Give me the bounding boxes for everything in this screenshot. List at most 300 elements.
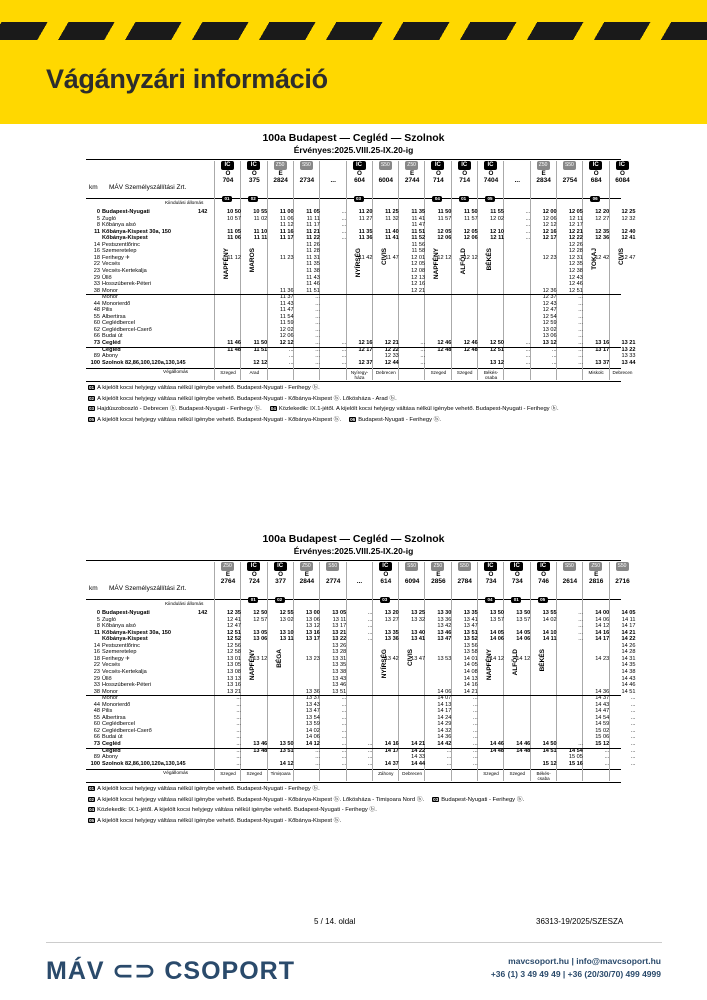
departure-time: ... [525, 346, 531, 353]
departure-time: ... [578, 340, 583, 346]
train-class: O [514, 571, 520, 578]
footer-divider [46, 942, 662, 943]
departure-time: 14 17 [621, 623, 636, 630]
departure-time: 13 50 [279, 741, 294, 747]
departure-time: ... [630, 754, 636, 761]
departure-time: 13 31 [332, 655, 347, 662]
station-name: Ceglédbercel [102, 721, 135, 728]
departure-time: ... [367, 754, 373, 761]
departure-time: 12 27 [595, 215, 610, 222]
departure-time: ... [420, 340, 426, 346]
departure-time: 13 12 [305, 623, 320, 630]
departure-time: ... [341, 701, 347, 708]
departure-time: 12 16 [411, 281, 426, 288]
departure-time: 13 37 [595, 359, 610, 366]
departure-time: ... [236, 721, 241, 728]
departure-time: 12 16 [542, 228, 557, 235]
departure-time: 13 46 [437, 629, 452, 636]
station-name: Zugló [102, 215, 116, 222]
train-class: O [278, 571, 284, 578]
train-number: 2754 [562, 177, 578, 184]
departure-time: ... [446, 754, 452, 761]
departure-time: 11 10 [253, 228, 268, 235]
departure-time: 12 36 [542, 287, 557, 294]
departure-time: 13 43 [305, 701, 320, 708]
z-train-symbol: Z50 [537, 161, 550, 170]
departure-time: ... [315, 313, 320, 320]
departure-time: 13 11 [279, 636, 294, 643]
station-name: Kőbánya-Kispest 30a, 150 [102, 228, 172, 235]
departure-time: 10 50 [227, 209, 241, 215]
departure-time: ... [367, 747, 373, 754]
departure-time: 12 06 [437, 235, 452, 242]
departure-time: 14 23 [595, 655, 610, 662]
departure-time: 12 12 [437, 254, 452, 261]
station-name: Hosszúberek-Péteri [102, 281, 152, 288]
departure-time: 12 05 [463, 228, 478, 235]
km-value: 89 [93, 353, 100, 360]
train-class: O [435, 170, 441, 177]
train-name: ALFÖLD [459, 248, 467, 275]
departure-time: 14 07 [437, 695, 452, 702]
departure-time: ... [341, 741, 347, 747]
departure-time: ... [630, 695, 636, 702]
departure-time: ... [578, 359, 583, 366]
departure-time: ... [236, 727, 241, 734]
footnote [88, 783, 320, 792]
departure-time: 14 12 [279, 760, 294, 767]
train-name: MAROS [249, 248, 257, 273]
train-destination: Nyíregy-háza [350, 370, 369, 381]
departure-time: 14 26 [621, 642, 636, 649]
departure-time: ... [420, 359, 426, 366]
departure-time: ... [525, 228, 531, 235]
departure-time: 11 12 [227, 254, 241, 261]
km-value: 60 [93, 320, 100, 327]
km-value: 5 [96, 215, 100, 222]
km-value: 29 [93, 675, 100, 682]
departure-time: 14 46 [490, 741, 504, 747]
km-value: 73 [93, 741, 100, 747]
km-value: 18 [93, 655, 100, 662]
departure-time: ... [236, 760, 241, 767]
z-train-symbol: Z50 [405, 161, 418, 170]
departure-time: 13 11 [332, 616, 347, 623]
departure-time: 14 05 [490, 629, 504, 636]
train-number: 604 [354, 177, 365, 184]
departure-time: 12 48 [437, 346, 452, 353]
departure-time: 13 05 [227, 662, 241, 669]
departure-time: 13 17 [332, 623, 347, 630]
departure-time: 12 21 [411, 287, 426, 294]
departure-time: 14 47 [595, 708, 610, 715]
train-number: 377 [275, 578, 287, 585]
km-value: 38 [93, 287, 100, 294]
km-value: 14 [93, 241, 100, 248]
departure-time: 11 43 [306, 274, 320, 281]
departure-time: 11 02 [253, 215, 268, 222]
km-value: 11 [94, 629, 100, 636]
departure-time: 14 00 [595, 610, 610, 616]
train-number: 684 [590, 177, 602, 184]
station-name: Kőbánya alsó [102, 222, 136, 229]
dest-label: Végállomás [163, 370, 189, 376]
mav-logo: MÁV ⊂⊃ CSOPORT [46, 957, 295, 985]
km-value: 38 [93, 688, 100, 695]
departure-time: ... [630, 708, 636, 715]
footnote [88, 804, 377, 813]
departure-time: ... [630, 734, 636, 741]
station-name: Kőbánya-Kispest [102, 636, 148, 643]
station-name: Pestszentlőrinc [102, 241, 140, 248]
station-name: Monorierdő [102, 300, 131, 307]
departure-time: 12 35 [595, 228, 610, 235]
departure-time: 13 35 [463, 610, 478, 616]
station-name: Cegléd [102, 340, 121, 346]
departure-time: 11 42 [358, 254, 373, 261]
train-number: 2744 [404, 177, 420, 184]
departure-time: 12 01 [411, 254, 426, 261]
page-number: 5 / 14. oldal [314, 917, 356, 926]
departure-time: 12 44 [384, 359, 399, 366]
departure-time: 11 11 [253, 235, 268, 242]
departure-time: 13 23 [305, 655, 320, 662]
departure-time: 14 37 [384, 760, 399, 767]
departure-time: ... [341, 222, 347, 229]
km-value: 73 [93, 340, 100, 346]
departure-time: 13 01 [227, 655, 241, 662]
station-name: Kőbánya-Kispest [102, 235, 148, 242]
departure-time: 14 01 [463, 655, 478, 662]
departure-time: 11 12 [280, 222, 294, 229]
departure-time: 13 21 [332, 629, 347, 636]
train-number: 2784 [457, 578, 472, 585]
station-row [88, 360, 186, 367]
departure-time: 12 37 [542, 294, 557, 301]
train-class: E [278, 170, 283, 177]
dest-label: Végállomás [163, 771, 189, 777]
footnote-badge: 02 [89, 796, 95, 802]
departure-time: ... [367, 610, 373, 616]
departure-time: 12 06 [463, 235, 478, 242]
train-class: E [409, 170, 415, 177]
departure-time: 12 16 [358, 340, 373, 346]
station-name: Cegléd [102, 741, 121, 747]
departure-time: 12 31 [568, 254, 583, 261]
footnote-text: A kijelölt kocsi helyjegy váltása nélkül igénybe vehető. Budapest-Nyugati - Kőbánya-Kispest ⓑ. Lőkösháza - Timișoara Nord ⓑ. [97, 796, 425, 803]
departure-time: 13 33 [621, 353, 636, 360]
departure-time: 12 23 [542, 254, 557, 261]
departure-time: 12 37 [358, 359, 373, 366]
departure-time: 15 02 [595, 727, 610, 734]
departure-time: ... [315, 359, 320, 366]
departure-time: 11 55 [490, 209, 504, 215]
km-value: 48 [93, 708, 100, 715]
departure-time: 13 52 [463, 636, 478, 643]
departure-time: ... [630, 714, 636, 721]
station-name: Kőbánya-Kispest 30a, 150 [102, 629, 172, 636]
departure-time: 12 41 [621, 235, 636, 242]
departure-time: ... [341, 734, 347, 741]
note-badge: 03 [354, 196, 364, 202]
departure-time: 13 08 [227, 668, 241, 675]
km-value: 55 [93, 714, 100, 721]
contact-web-email[interactable]: mavcsoport.hu | info@mavcsoport.hu [508, 956, 661, 966]
km-value: 29 [93, 274, 100, 281]
train-destination: Szeged [456, 370, 473, 376]
departure-time: 12 17 [542, 235, 557, 242]
departure-time: 11 40 [385, 228, 399, 235]
station-name: Abony [102, 754, 118, 761]
station-name: Vecsés-Kertekalja [102, 267, 147, 274]
train-number: 2716 [615, 578, 630, 585]
intercity-symbol: IC [589, 161, 602, 170]
departure-time: 12 12 [253, 359, 268, 366]
departure-time: 14 17 [384, 747, 399, 754]
station-name: Budapest-Nyugati [102, 209, 150, 215]
departure-time: 14 32 [437, 727, 452, 734]
footnote-badge: 05 [89, 817, 95, 823]
train-destination: Békés-csaba [483, 370, 499, 381]
departure-time: 13 21 [227, 688, 241, 695]
departure-time: ... [367, 629, 373, 636]
departure-time: 12 52 [227, 636, 241, 643]
train-number: 724 [248, 578, 260, 585]
departure-time: ... [578, 346, 583, 353]
km-value: 33 [93, 281, 100, 288]
s-train-symbol: S50 [563, 562, 576, 571]
station-name: Szemeretelep [102, 649, 137, 656]
departure-time: ... [630, 741, 636, 747]
intercity-symbol: IC [221, 161, 234, 170]
note-badge: 01 [222, 196, 232, 202]
departure-time: 11 27 [358, 215, 373, 222]
departure-time: ... [315, 754, 320, 761]
departure-time: ... [367, 760, 373, 767]
departure-time: 14 46 [621, 682, 636, 689]
footnote-badge: 04 [89, 807, 95, 813]
departure-time: 11 48 [227, 346, 241, 353]
departure-time: 14 54 [595, 714, 610, 721]
note-badge: 01 [511, 597, 521, 603]
train-destination: Záhony [378, 771, 394, 777]
departure-time: 12 46 [437, 340, 452, 346]
km-value: 33 [93, 682, 100, 689]
departure-time: 11 52 [411, 235, 426, 242]
departure-time: 13 21 [621, 340, 636, 346]
train-class: O [251, 170, 257, 177]
footnote-badge: 01 [89, 385, 95, 391]
departure-time: ... [578, 741, 583, 747]
departure-time: 13 46 [332, 682, 347, 689]
note-badge: 06 [590, 196, 600, 202]
departure-time: ... [578, 313, 583, 320]
departure-time: 11 35 [411, 209, 426, 215]
departure-time: 14 02 [542, 616, 557, 623]
operator-label: MÁV Személyszállítási Zrt. [109, 184, 187, 191]
train-name: NAPFÉNY [223, 248, 230, 280]
departure-time: 14 36 [595, 688, 610, 695]
footnote-badge: 01 [89, 786, 95, 792]
departure-time: ... [630, 760, 636, 767]
departure-time: ... [341, 727, 347, 734]
departure-time: 13 36 [305, 688, 320, 695]
departure-time: ... [473, 734, 478, 741]
departure-time: 14 10 [542, 629, 557, 636]
departure-time: ... [551, 346, 557, 353]
s-train-symbol: S50 [379, 161, 392, 170]
train-number: 6094 [404, 578, 420, 585]
departure-time: 14 06 [437, 688, 452, 695]
departure-time: ... [578, 320, 583, 327]
departure-time: ... [367, 616, 373, 623]
train-class: E [541, 170, 546, 177]
km-value: 89 [93, 754, 100, 761]
departure-time: ... [525, 359, 531, 366]
departure-time: 11 54 [280, 313, 294, 320]
departure-time: 13 53 [437, 655, 452, 662]
departure-time: 11 32 [385, 215, 399, 222]
z-train-symbol: Z50 [221, 562, 234, 571]
km-value: 55 [93, 313, 100, 320]
train-name: NYÍRSÉG [380, 649, 388, 679]
departure-time: ... [630, 727, 636, 734]
departure-time: ... [604, 754, 610, 761]
train-number: 2856 [431, 578, 446, 585]
departure-time: 14 08 [463, 668, 478, 675]
departure-time: ... [473, 760, 478, 767]
departure-time: 14 43 [621, 675, 636, 682]
departure-time: 14 43 [595, 701, 610, 708]
note-badge: 05 [485, 196, 495, 202]
footnote-text: A kijelölt kocsi helyjegy váltása nélkül igénybe vehető. Budapest-Nyugati - Ferihegy ⓑ. [97, 385, 320, 392]
departure-time: ... [236, 741, 241, 747]
header-banner [0, 0, 707, 124]
departure-time: 11 36 [280, 287, 294, 294]
km-value: 8 [96, 222, 100, 229]
departure-time: ... [341, 215, 347, 222]
train-class: O [488, 170, 494, 177]
departure-time: 14 51 [621, 688, 636, 695]
train-destination: Miskolc [588, 370, 604, 376]
train-destination: Békés-csaba [536, 771, 551, 782]
departure-time: ... [341, 209, 347, 215]
departure-time: ... [315, 340, 320, 346]
km-value: 100 [90, 760, 100, 767]
departure-time: 14 46 [516, 741, 531, 747]
footnote-text: Hajdúszoboszló - Debrecen ⓑ. Budapest-Nyugati - Ferihegy ⓑ. [97, 406, 262, 413]
departure-time: 12 46 [463, 340, 478, 346]
page-title: Vágányzári információ [46, 64, 328, 94]
departure-time: 12 51 [227, 629, 241, 636]
km-value: 66 [93, 734, 100, 741]
station-name: Szolnok 82,86,100,120a,130,145 [102, 760, 186, 767]
departure-time: ... [236, 734, 241, 741]
departure-time: 14 05 [621, 610, 636, 616]
departure-time: 11 57 [464, 215, 478, 222]
departure-time: 11 23 [280, 254, 294, 261]
departure-time: 12 35 [227, 610, 241, 616]
departure-time: 12 12 [542, 222, 557, 229]
station-name: Vecsés [102, 261, 121, 268]
departure-time: 14 16 [595, 629, 610, 636]
s-train-symbol: S50 [563, 161, 576, 170]
departure-time: 14 06 [490, 636, 504, 643]
departure-time: 13 43 [332, 675, 347, 682]
departure-time: ... [236, 695, 241, 702]
departure-time: 13 06 [305, 616, 320, 623]
departure-time: 11 06 [227, 235, 241, 242]
departure-time: 11 51 [253, 346, 268, 353]
train-class: O [593, 170, 599, 177]
departure-time: ... [341, 228, 347, 235]
departure-time: 13 25 [411, 610, 426, 616]
departure-time: ... [341, 754, 347, 761]
train-number: 734 [511, 578, 523, 585]
departure-time: 14 11 [542, 636, 557, 643]
z-train-symbol: Z50 [431, 562, 444, 571]
train-class: E [225, 571, 231, 578]
departure-time: ... [315, 300, 320, 307]
km-value: 66 [93, 333, 100, 340]
departure-time: 14 05 [516, 629, 531, 636]
departure-time: 13 12 [542, 340, 557, 346]
train-destination: Debrecen [375, 370, 396, 376]
departure-time: ... [446, 747, 452, 754]
train-class: O [357, 170, 362, 177]
train-name: CIVIS [407, 649, 415, 667]
departure-time: 11 31 [306, 254, 320, 261]
departure-time: 14 22 [621, 636, 636, 643]
departure-time: 15 06 [595, 734, 610, 741]
departure-time: 13 47 [411, 655, 426, 662]
km-label: km [89, 184, 98, 191]
departure-time: 12 21 [568, 228, 583, 235]
departure-time: ... [578, 294, 583, 301]
connecting-lines: 142 [198, 610, 208, 616]
departure-time: 12 05 [568, 209, 583, 215]
departure-time: 12 43 [542, 300, 557, 307]
departure-time: ... [551, 353, 557, 360]
departure-time: 13 22 [332, 636, 347, 643]
train-class: O [251, 571, 257, 578]
warning-stripes [0, 22, 707, 40]
departure-time: 12 54 [542, 313, 557, 320]
departure-time: 14 37 [595, 695, 610, 702]
departure-time: ... [578, 353, 583, 360]
departure-time: ... [315, 294, 320, 301]
departure-time: 12 56 [227, 642, 241, 649]
intercity-symbol: IC [247, 161, 260, 170]
departure-time: ... [315, 346, 320, 353]
intercity-symbol: IC [274, 562, 287, 571]
departure-time: ... [341, 714, 347, 721]
departure-time: 14 12 [595, 623, 610, 630]
departure-time: ... [341, 340, 347, 346]
note-badge: 05 [538, 597, 548, 603]
departure-time: 13 38 [332, 668, 347, 675]
departure-time: 13 41 [411, 636, 426, 643]
departure-time: 13 05 [332, 610, 347, 616]
departure-time: 13 12 [490, 359, 504, 366]
train-name: CIVIS [380, 248, 388, 266]
departure-time: 11 51 [411, 228, 426, 235]
departure-time: 11 26 [306, 241, 320, 248]
departure-time: ... [473, 701, 478, 708]
note-badge: 03 [380, 597, 390, 603]
document-number: 36313-19/2025/SZESZA [536, 917, 624, 926]
note-badge: 01 [459, 196, 469, 202]
